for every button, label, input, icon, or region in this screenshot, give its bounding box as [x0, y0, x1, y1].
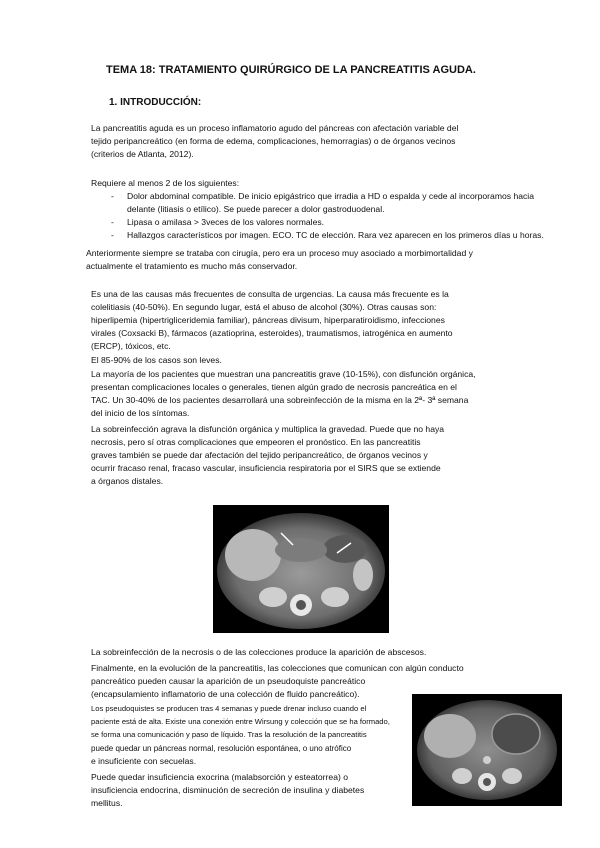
pseudocyst-line: Finalmente, en la evolución de la pancreatitis, las colecciones que comunican con algún conducto [91, 663, 464, 673]
requirement-item: - Dolor abdominal compatible. De inicio epigástrico que irradia a HD o espalda y cede al incorporamos hacia [91, 190, 544, 203]
superinfection-line: ocurrir fracaso renal, fracaso vascular, insuficiencia respiratoria por el SIRS que se extiende [91, 463, 441, 473]
history-line: Anteriormente siempre se trataba con cirugía, pero era un proceso muy asociado a morbimortalidad y [86, 248, 473, 258]
section-heading: 1. INTRODUCCIÓN: [109, 97, 202, 108]
requirement-item: - Hallazgos característicos por imagen. ECO. TC de elección. Rara vez aparecen en los primeros días u horas. [91, 229, 544, 242]
causes-line: hiperlipemia (hipertrigliceridemia familiar), páncreas divisum, hiperparatiroidismo, infecciones [91, 315, 445, 325]
pseudocyst-line: Los pseudoquistes se producen tras 4 semanas y puede drenar incluso cuando el [91, 704, 367, 713]
requirement-item-continuation: delante (litiasis o etílico). Se puede parecer a dolor gastroduodenal. [127, 204, 385, 214]
sequelae-line: Puede quedar insuficiencia exocrina (malabsorción y esteatorrea) o [91, 772, 348, 782]
causes-line: Es una de las causas más frecuentes de consulta de urgencias. La causa más frecuente es la [91, 289, 449, 299]
pseudocyst-line: pancreático pueden causar la aparición de un pseudoquiste pancreático [91, 676, 366, 686]
pseudocyst-line: se forma una comunicación y paso de líquido. Tras la resolución de la pancreatitis [91, 730, 367, 739]
abscess-line: La sobreinfección de la necrosis o de las colecciones produce la aparición de abscesos. [91, 647, 427, 657]
document-title: TEMA 18: TRATAMIENTO QUIRÚRGICO DE LA PANCREATITIS AGUDA. [106, 64, 476, 76]
severe-line: La mayoría de los pacientes que muestran una pancreatitis grave (10-15%), con disfunción orgánica, [91, 369, 476, 379]
pseudocyst-line: e insuficiente con secuelas. [91, 756, 197, 766]
sequelae-line: insuficiencia endocrina, disminución de secreción de insulina y diabetes [91, 785, 365, 795]
ct-scan-pseudocyst-image [412, 694, 562, 806]
mild-cases-line: El 85-90% de los casos son leves. [91, 355, 222, 365]
requirement-item: - Lipasa o amilasa > 3veces de los valores normales. [91, 216, 544, 229]
intro-line: tejido peripancreático (en forma de edema, complicaciones, hemorragias) o de órganos vecinos [91, 136, 456, 146]
superinfection-line: necrosis, pero sí otras complicaciones que empeoren el pronóstico. En las pancreatitis [91, 437, 421, 447]
causes-line: colelitiasis (40-50%). En segundo lugar, está el abuso de alcohol (30%). Otras causas son: [91, 302, 437, 312]
history-line: actualmente el tratamiento es mucho más conservador. [86, 261, 298, 271]
superinfection-line: graves también se puede dar afectación del tejido peripancreático, de órganos vecinos y [91, 450, 428, 460]
requirements-heading: Requiere al menos 2 de los siguientes: [91, 178, 240, 188]
pseudocyst-line: puede quedar un páncreas normal, resolución espontánea, o uno atrófico [91, 744, 352, 753]
causes-line: (ERCP), tóxicos, etc. [91, 341, 171, 351]
severe-line: del inicio de los síntomas. [91, 408, 190, 418]
intro-line: La pancreatitis aguda es un proceso inflamatorio agudo del páncreas con afectación variable del [91, 123, 459, 133]
severe-line: TAC. Un 30-40% de los pacientes desarrollará una sobreinfección de la misma en la 2ª- 3ª semana [91, 395, 469, 405]
causes-line: virales (Coxsacki B), fármacos (azatioprina, esteroides), traumatismos, iatrogénica en aumento [91, 328, 453, 338]
ct-scan-image [213, 505, 389, 633]
intro-line: (criterios de Atlanta, 2012). [91, 149, 194, 159]
pseudocyst-line: (encapsulamiento inflamatorio de una colección de fluido pancreático). [91, 689, 360, 699]
superinfection-line: La sobreinfección agrava la disfunción orgánica y multiplica la gravedad. Puede que no haya [91, 424, 445, 434]
severe-line: presentan complicaciones locales o generales, tienen algún grado de necrosis pancreática en el [91, 382, 457, 392]
superinfection-line: a órganos distales. [91, 476, 164, 486]
sequelae-line: mellitus. [91, 798, 123, 808]
pseudocyst-line: paciente está de alta. Existe una conexión entre Wirsung y colección que se ha formado, [91, 717, 390, 726]
requirements-list [91, 190, 544, 242]
